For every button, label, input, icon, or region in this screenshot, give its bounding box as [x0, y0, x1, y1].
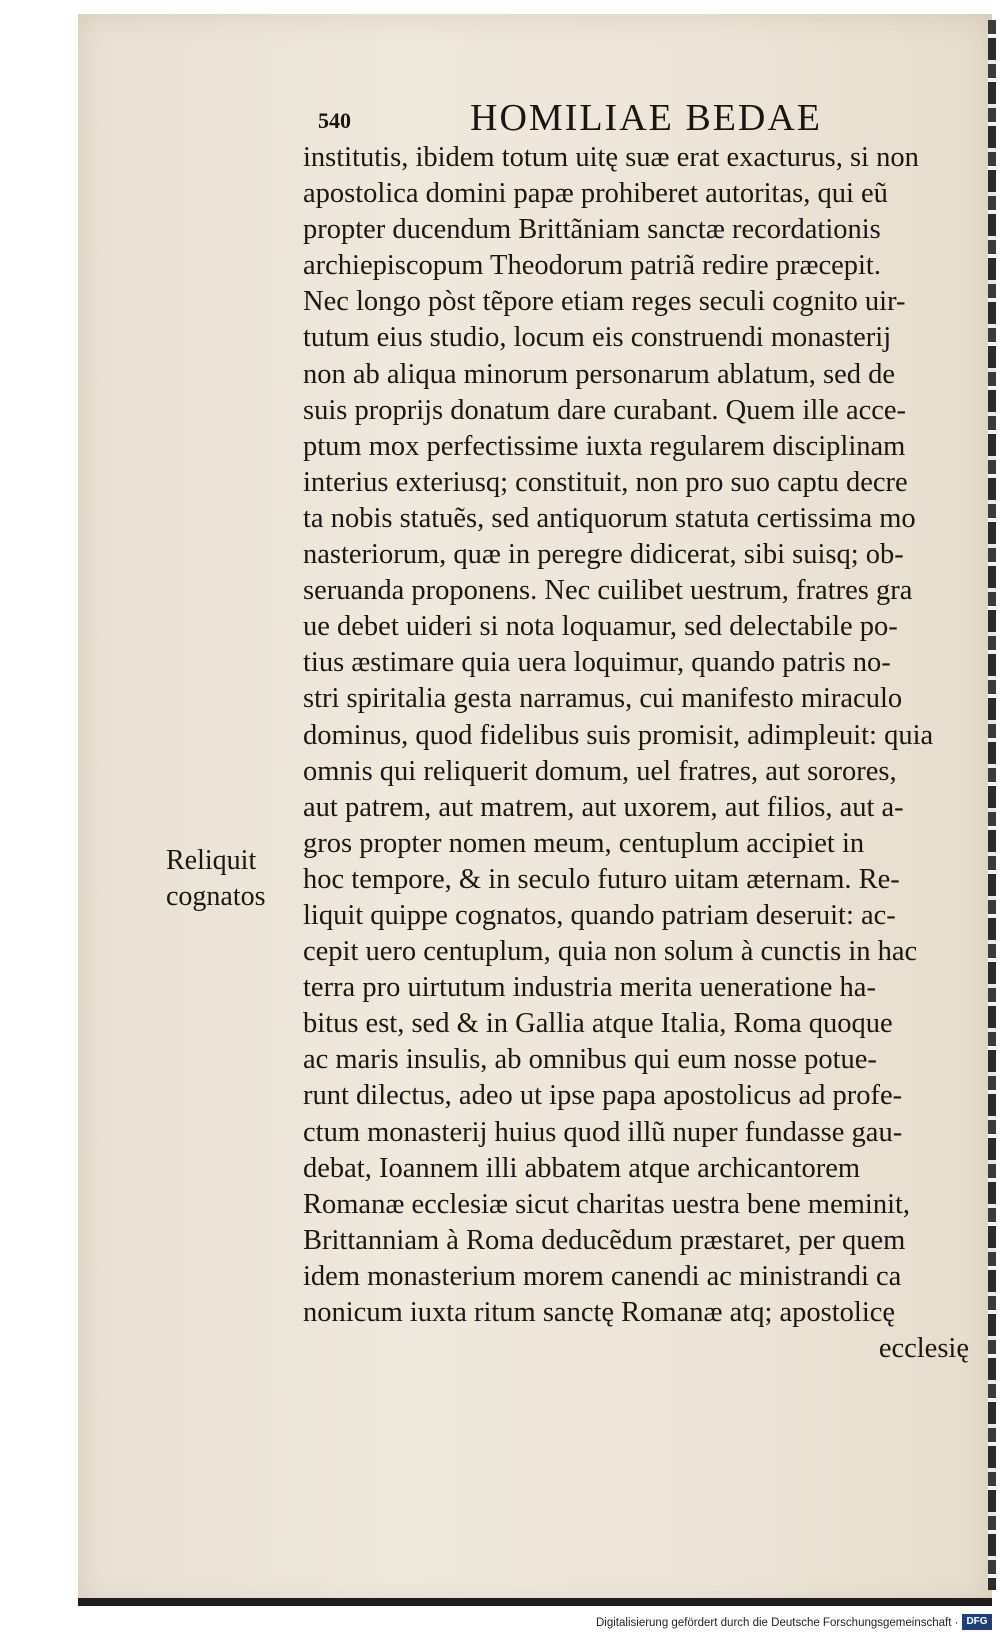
marginal-note-line: Reliquit	[166, 845, 257, 876]
text-line: bitus est, sed & in Gallia atque Italia, Roma quoque	[303, 1008, 893, 1040]
text-line: Romanæ ecclesiæ sicut charitas uestra bene meminit,	[303, 1188, 911, 1220]
page-header	[318, 96, 878, 140]
dfg-logo: DFG	[962, 1614, 992, 1630]
running-head: HOMILIAE BEDAE	[470, 97, 823, 139]
text-line: ue debet uideri si nota loquamur, sed delectabile po-	[303, 611, 898, 643]
text-line: hoc tempore, & in seculo futuro uitam æternam. Re-	[303, 863, 900, 895]
text-line: archiepiscopum Theodorum patriã redire præcepit.	[303, 250, 881, 282]
text-line: Brittanniam à Roma deducẽdum præstaret, per quem	[303, 1224, 906, 1256]
text-line: nasteriorum, quæ in peregre didicerat, sibi suisq; ob-	[303, 539, 904, 571]
text-line: stri spiritalia gesta narramus, cui manifesto miraculo	[303, 683, 903, 715]
text-line: ctum monasterij huius quod illũ nuper fundasse gau-	[303, 1116, 903, 1148]
text-line: ta nobis statuẽs, sed antiquorum statuta certissima mo	[303, 502, 916, 534]
text-line: idem monasterium morem canendi ac ministrandi ca	[303, 1260, 902, 1292]
text-line: Nec longo pòst tẽpore etiam reges seculi cognito uir-	[303, 286, 906, 318]
marginal-note-line: cognatos	[166, 881, 266, 912]
text-line: terra pro uirtutum industria merita ueneratione ha-	[303, 972, 876, 1004]
text-line: propter ducendum Brittãniam sanctæ recordationis	[303, 214, 881, 246]
text-line: tius æstimare quia uera loquimur, quando patris no-	[303, 647, 891, 679]
marginal-note	[166, 843, 296, 915]
text-line: ac maris insulis, ab omnibus qui eum nosse potue-	[303, 1044, 877, 1076]
text-line: cepit uero centuplum, quia non solum à cunctis in hac	[303, 936, 918, 968]
text-line: aut patrem, aut matrem, aut uxorem, aut filios, aut a-	[303, 791, 904, 823]
text-line: institutis, ibidem totum uitę suæ erat exacturus, si non	[303, 142, 919, 173]
text-line: nonicum iuxta ritum sanctę Romanæ atq; apostolicę	[303, 1297, 896, 1328]
text-line: interius exteriusq; constituit, non pro suo captu decre	[303, 466, 908, 498]
page-number: 540	[318, 108, 351, 133]
page-bottom-edge	[78, 1598, 992, 1606]
text-line: tutum eius studio, locum eis construendi monasterij	[303, 322, 892, 354]
text-line: non ab aliqua minorum personarum ablatum, sed de	[303, 358, 896, 390]
digitization-credit: Digitalisierung gefördert durch die Deutsche Forschungsgemeinschaft ·	[596, 1617, 959, 1629]
body-text	[303, 140, 983, 1367]
text-line: debat, Ioannem illi abbatem atque archicantorem	[303, 1152, 861, 1184]
text-line: ptum mox perfectissime iuxta regularem disciplinam	[303, 430, 906, 462]
text-line: apostolica domini papæ prohiberet autoritas, qui eũ	[303, 178, 888, 210]
text-line: dominus, quod fidelibus suis promisit, adimpleuit: quia	[303, 719, 934, 751]
text-line: seruanda proponens. Nec cuilibet uestrum, fratres gra	[303, 575, 913, 607]
text-line: liquit quippe cognatos, quando patriam deseruit: ac-	[303, 899, 896, 931]
catchword-line: ecclesię	[878, 1333, 969, 1365]
text-line: runt dilectus, adeo ut ipse papa apostolicus ad profe-	[303, 1080, 903, 1112]
text-line: suis proprijs donatum dare curabant. Quem ille acce-	[303, 394, 907, 426]
page-edge-stack	[988, 20, 996, 1590]
text-line: omnis qui reliquerit domum, uel fratres, aut sorores,	[303, 755, 897, 787]
text-line: gros propter nomen meum, centuplum accipiet in	[303, 827, 865, 859]
